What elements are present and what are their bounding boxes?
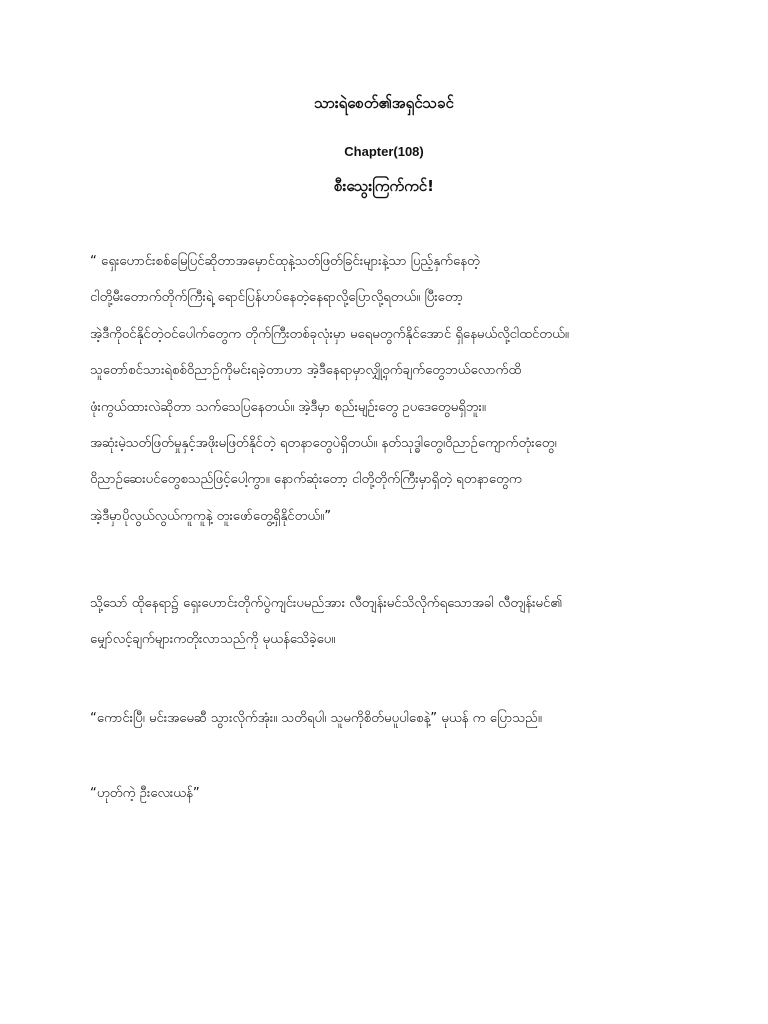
- paragraph-line: “ ရှေးဟောင်းစစ်မြေပြင်ဆိုတာအမှောင်ထုနဲ့သတ်ဖြတ်ခြင်းများနဲ့သာ ပြည့်နှက်နေတဲ့: [90, 254, 480, 269]
- paragraph-line: သူတော်စင်သားရဲစစ်ဝိညာဉ်ကိုမင်းရခဲ့တာဟာ အဲ့ဒီနေရာမှာလျှို့ဝှက်ချက်တွေဘယ်လောက်ထိ: [90, 363, 522, 379]
- paragraph-line: အဲ့ဒီမှာပိုလွယ်လွယ်ကူကူနဲ့ တူးဖော်တွေ့ရှိနိုင်တယ်။”: [90, 508, 332, 524]
- paragraph-line: မျှော်လင့်ချက်များကတိုးလာသည်ကို မုယန်သေိခဲ့ပေ။: [90, 632, 336, 648]
- paragraph-line: ငါတို့မီးတောက်တိုက်ကြီးရဲ့ ရောင်ပြန်ဟပ်နေတဲ့နေရာလို့ပြောလို့ရတယ်။ ပြီးတော့: [90, 290, 464, 306]
- paragraph-line: ဝိညာဉ်ဆေးပင်တွေစသည်ဖြင့်ပေါ့ကွာ။ နောက်ဆုံးတော့ ငါတို့တိုက်ကြီးမှာရှိတဲ့ ရတနာတွေက: [90, 472, 522, 488]
- paragraph-line: “ကောင်းပြီ၊ မင်းအမေဆီ သွားလိုက်အုံး။ သတိရပါ၊ သူမကိုစိတ်မပူပါစေနဲ့” မုယန် က ပြောသည်။: [90, 711, 542, 726]
- paragraph-1: [90, 245, 690, 536]
- paragraph-line: “ဟုတ်ကဲ့ ဦးလေးယန်”: [90, 786, 200, 801]
- paragraph-3: [90, 702, 690, 738]
- paragraph-line: ဖုံးကွယ်ထားလဲဆိုတာ သက်သေပြနေတယ်။ အဲ့ဒီမှာ စည်းမျဉ်းတွေ ဥပဒေတွေမရှိဘူး။: [90, 399, 486, 415]
- paragraph-4: [90, 777, 690, 813]
- chapter-number: Chapter(108): [344, 144, 424, 159]
- paragraph-line: သို့သော် ထိုနေရာ၌ ရှေးဟောင်းတိုက်ပွဲကျင်းပမည်အား လီတျန်းမင်သိလိုက်ရသောအခါ လီတျန်းမင်၏: [90, 596, 563, 611]
- chapter-title: စီးသွေးကြက်ကင်!: [334, 177, 434, 195]
- paragraph-line: အဲ့ဒီကိုဝင်နိုင်တဲ့ဝင်ပေါက်တွေက တိုက်ကြီးတစ်ခုလုံးမှာ မရေမတွက်နိုင်အောင် ရှိနေမယ်လို့ငါထင်တယ်။: [90, 326, 569, 342]
- paragraph-line: အဆုံးမဲ့သတ်ဖြတ်မှုနှင့်အဖိုးမဖြတ်နိုင်တဲ့ ရတနာတွေပဲရှိတယ်။ နတ်သုဒ္ဓါတွေ၊ဝိညာဉ်ကျောက်တုံးတွေ၊: [90, 435, 557, 451]
- paragraph-2: [90, 587, 690, 660]
- book-title: သားရဲစေတ်၏အရှင်သခင်: [314, 94, 454, 112]
